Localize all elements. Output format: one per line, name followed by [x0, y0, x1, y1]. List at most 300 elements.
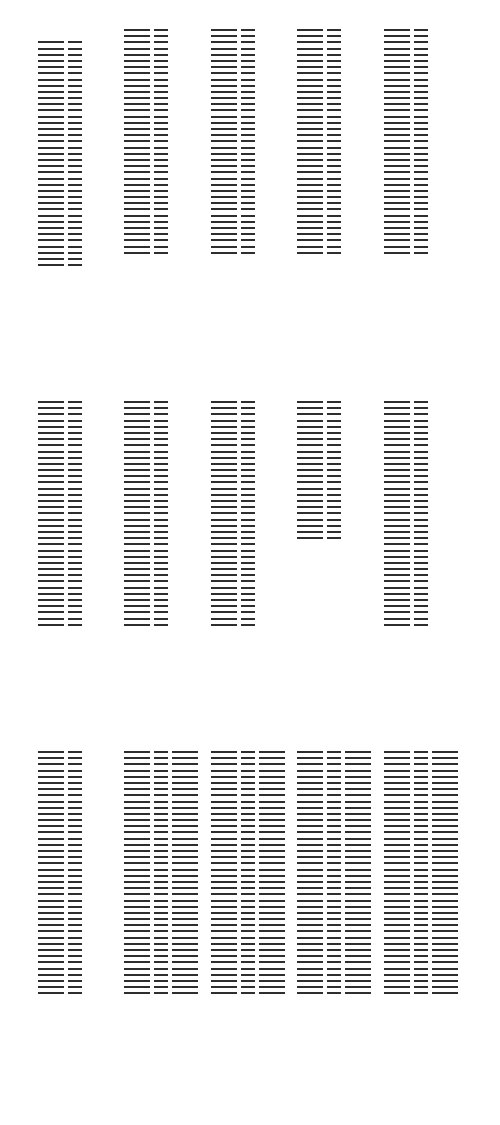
placeholder-name-bar [327, 401, 341, 403]
table-row [124, 487, 208, 491]
placeholder-name-bar [327, 426, 341, 428]
placeholder-id-bar [38, 208, 64, 210]
table-row [297, 189, 381, 193]
table-row [124, 911, 208, 915]
table-row [124, 425, 208, 429]
placeholder-name-bar [154, 519, 168, 521]
placeholder-id-bar [124, 893, 150, 895]
placeholder-id-bar [384, 178, 410, 180]
placeholder-id-bar [297, 825, 323, 827]
table-row [124, 936, 208, 940]
placeholder-name-bar [154, 900, 168, 902]
table-row [38, 861, 122, 865]
placeholder-name-bar [68, 246, 82, 248]
table-row [297, 456, 381, 460]
placeholder-id-bar [211, 869, 237, 871]
placeholder-name-bar [241, 512, 255, 514]
placeholder-name-bar [68, 757, 82, 759]
placeholder-name-bar [241, 481, 255, 483]
table-row [38, 400, 122, 404]
placeholder-name-bar [154, 782, 168, 784]
table-row [297, 53, 381, 57]
table-row [384, 756, 468, 760]
placeholder-id-bar [297, 48, 323, 50]
placeholder-name-bar [68, 233, 82, 235]
placeholder-name-bar [241, 519, 255, 521]
placeholder-id-bar [38, 937, 64, 939]
table-row [211, 991, 295, 995]
placeholder-name-bar [241, 869, 255, 871]
placeholder-id-bar [384, 850, 410, 852]
placeholder-name-bar [414, 807, 428, 809]
table-row [124, 406, 208, 410]
table-row [38, 899, 122, 903]
placeholder-phone-bar [259, 986, 285, 988]
placeholder-name-bar [241, 525, 255, 527]
table-row [211, 412, 295, 416]
table-row [124, 456, 208, 460]
table-row [297, 59, 381, 63]
placeholder-phone-bar [345, 751, 371, 753]
placeholder-id-bar [384, 134, 410, 136]
placeholder-id-bar [384, 550, 410, 552]
placeholder-name-bar [414, 233, 428, 235]
table-row [124, 812, 208, 816]
table-row [384, 818, 468, 822]
table-row [38, 177, 122, 181]
placeholder-id-bar [38, 512, 64, 514]
placeholder-id-bar [211, 451, 237, 453]
table-row [38, 750, 122, 754]
placeholder-id-bar [38, 992, 64, 994]
table-row [211, 468, 295, 472]
placeholder-id-bar [38, 413, 64, 415]
placeholder-phone-bar [259, 782, 285, 784]
placeholder-name-bar [414, 475, 428, 477]
placeholder-phone-bar [432, 757, 458, 759]
placeholder-id-bar [384, 986, 410, 988]
table-row [297, 158, 381, 162]
placeholder-id-bar [38, 850, 64, 852]
table-row [38, 818, 122, 822]
placeholder-id-bar [124, 457, 150, 459]
placeholder-name-bar [327, 850, 341, 852]
table-row [38, 226, 122, 230]
table-row [297, 195, 381, 199]
placeholder-id-bar [211, 900, 237, 902]
table-row [384, 493, 468, 497]
placeholder-id-bar [384, 770, 410, 772]
placeholder-name-bar [327, 512, 341, 514]
placeholder-name-bar [327, 103, 341, 105]
table-row [38, 251, 122, 255]
table-row [38, 195, 122, 199]
placeholder-name-bar [68, 850, 82, 852]
table-row [38, 880, 122, 884]
table-row [124, 960, 208, 964]
table-row [211, 781, 295, 785]
placeholder-id-bar [297, 887, 323, 889]
placeholder-name-bar [154, 531, 168, 533]
table-row [297, 170, 381, 174]
table-row [211, 555, 295, 559]
table-row [384, 524, 468, 528]
table-row [384, 499, 468, 503]
placeholder-id-bar [384, 807, 410, 809]
table-row [297, 412, 381, 416]
placeholder-name-bar [154, 463, 168, 465]
table-row [38, 480, 122, 484]
table-row [38, 536, 122, 540]
table-row [297, 34, 381, 38]
placeholder-id-bar [124, 801, 150, 803]
placeholder-id-bar [297, 512, 323, 514]
placeholder-id-bar [384, 512, 410, 514]
placeholder-id-bar [38, 178, 64, 180]
placeholder-id-bar [38, 831, 64, 833]
placeholder-id-bar [297, 134, 323, 136]
placeholder-name-bar [68, 202, 82, 204]
placeholder-name-bar [327, 97, 341, 99]
table-row [297, 781, 381, 785]
table-row [124, 443, 208, 447]
placeholder-phone-bar [345, 943, 371, 945]
placeholder-phone-bar [432, 862, 458, 864]
placeholder-id-bar [38, 543, 64, 545]
placeholder-phone-bar [172, 856, 198, 858]
placeholder-name-bar [241, 574, 255, 576]
placeholder-name-bar [327, 184, 341, 186]
table-row [124, 929, 208, 933]
table-row [211, 793, 295, 797]
placeholder-name-bar [68, 103, 82, 105]
placeholder-id-bar [211, 494, 237, 496]
placeholder-phone-bar [432, 943, 458, 945]
placeholder-name-bar [414, 856, 428, 858]
placeholder-name-bar [68, 587, 82, 589]
placeholder-name-bar [154, 862, 168, 864]
placeholder-phone-bar [259, 770, 285, 772]
table-row [38, 158, 122, 162]
table-row [384, 849, 468, 853]
placeholder-name-bar [414, 407, 428, 409]
placeholder-id-bar [297, 407, 323, 409]
table-row [384, 750, 468, 754]
placeholder-phone-bar [345, 801, 371, 803]
placeholder-name-bar [68, 519, 82, 521]
placeholder-phone-bar [432, 875, 458, 877]
placeholder-name-bar [68, 887, 82, 889]
table-row [297, 892, 381, 896]
placeholder-name-bar [154, 930, 168, 932]
table-row [211, 207, 295, 211]
placeholder-id-bar [124, 776, 150, 778]
placeholder-id-bar [384, 869, 410, 871]
placeholder-id-bar [124, 519, 150, 521]
table-row [211, 443, 295, 447]
table-row [124, 573, 208, 577]
placeholder-id-bar [38, 819, 64, 821]
table-row [211, 121, 295, 125]
placeholder-id-bar [297, 488, 323, 490]
placeholder-name-bar [327, 770, 341, 772]
table-row [124, 923, 208, 927]
placeholder-name-bar [68, 128, 82, 130]
placeholder-name-bar [414, 128, 428, 130]
placeholder-name-bar [241, 986, 255, 988]
table-row [124, 220, 208, 224]
placeholder-id-bar [384, 757, 410, 759]
placeholder-id-bar [384, 103, 410, 105]
placeholder-id-bar [124, 838, 150, 840]
table-row [211, 28, 295, 32]
placeholder-id-bar [384, 190, 410, 192]
placeholder-name-bar [414, 562, 428, 564]
placeholder-name-bar [68, 599, 82, 601]
page-1-column-4 [297, 28, 381, 358]
placeholder-name-bar [241, 35, 255, 37]
placeholder-id-bar [384, 918, 410, 920]
placeholder-name-bar [414, 239, 428, 241]
placeholder-name-bar [241, 407, 255, 409]
table-row [297, 115, 381, 119]
placeholder-name-bar [414, 556, 428, 558]
table-row [124, 567, 208, 571]
placeholder-name-bar [327, 776, 341, 778]
placeholder-id-bar [124, 85, 150, 87]
placeholder-id-bar [297, 862, 323, 864]
placeholder-name-bar [327, 122, 341, 124]
placeholder-name-bar [414, 432, 428, 434]
placeholder-id-bar [211, 599, 237, 601]
placeholder-name-bar [327, 924, 341, 926]
placeholder-id-bar [384, 475, 410, 477]
placeholder-id-bar [38, 463, 64, 465]
table-row [211, 880, 295, 884]
placeholder-name-bar [327, 457, 341, 459]
placeholder-id-bar [38, 618, 64, 620]
table-row [211, 579, 295, 583]
placeholder-name-bar [241, 587, 255, 589]
placeholder-phone-bar [259, 763, 285, 765]
placeholder-id-bar [124, 451, 150, 453]
table-row [124, 824, 208, 828]
placeholder-name-bar [154, 506, 168, 508]
placeholder-name-bar [68, 469, 82, 471]
placeholder-id-bar [124, 506, 150, 508]
placeholder-id-bar [297, 807, 323, 809]
table-row [297, 793, 381, 797]
placeholder-id-bar [124, 469, 150, 471]
placeholder-id-bar [211, 974, 237, 976]
placeholder-id-bar [384, 961, 410, 963]
placeholder-name-bar [414, 122, 428, 124]
placeholder-name-bar [327, 943, 341, 945]
table-row [124, 505, 208, 509]
placeholder-id-bar [384, 66, 410, 68]
placeholder-id-bar [297, 776, 323, 778]
table-row [297, 245, 381, 249]
placeholder-name-bar [68, 122, 82, 124]
placeholder-name-bar [414, 500, 428, 502]
placeholder-id-bar [124, 537, 150, 539]
placeholder-phone-bar [259, 850, 285, 852]
placeholder-name-bar [68, 624, 82, 626]
placeholder-name-bar [154, 233, 168, 235]
placeholder-name-bar [154, 481, 168, 483]
placeholder-id-bar [211, 968, 237, 970]
placeholder-id-bar [38, 140, 64, 142]
placeholder-name-bar [154, 221, 168, 223]
placeholder-id-bar [211, 208, 237, 210]
table-row [211, 139, 295, 143]
placeholder-id-bar [124, 980, 150, 982]
placeholder-id-bar [124, 401, 150, 403]
table-row [38, 214, 122, 218]
placeholder-phone-bar [259, 844, 285, 846]
placeholder-id-bar [384, 819, 410, 821]
table-row [38, 456, 122, 460]
placeholder-name-bar [414, 190, 428, 192]
placeholder-phone-bar [432, 776, 458, 778]
placeholder-id-bar [124, 147, 150, 149]
table-row [384, 549, 468, 553]
table-row [211, 499, 295, 503]
table-row [124, 830, 208, 834]
table-row [124, 793, 208, 797]
table-row [211, 133, 295, 137]
placeholder-name-bar [154, 550, 168, 552]
placeholder-id-bar [297, 475, 323, 477]
placeholder-id-bar [124, 968, 150, 970]
placeholder-phone-bar [432, 912, 458, 914]
table-row [384, 886, 468, 890]
placeholder-name-bar [241, 488, 255, 490]
placeholder-name-bar [68, 407, 82, 409]
table-row [384, 164, 468, 168]
placeholder-id-bar [38, 54, 64, 56]
placeholder-name-bar [68, 221, 82, 223]
placeholder-id-bar [297, 788, 323, 790]
placeholder-name-bar [414, 757, 428, 759]
table-row [124, 855, 208, 859]
placeholder-id-bar [384, 463, 410, 465]
placeholder-id-bar [384, 580, 410, 582]
table-row [211, 905, 295, 909]
table-row [384, 232, 468, 236]
placeholder-id-bar [38, 469, 64, 471]
placeholder-id-bar [211, 624, 237, 626]
placeholder-name-bar [241, 463, 255, 465]
placeholder-name-bar [154, 887, 168, 889]
placeholder-id-bar [211, 949, 237, 951]
placeholder-id-bar [124, 887, 150, 889]
table-row [297, 967, 381, 971]
table-row [211, 511, 295, 515]
table-row [124, 623, 208, 627]
placeholder-name-bar [327, 838, 341, 840]
placeholder-phone-bar [345, 869, 371, 871]
table-row [297, 899, 381, 903]
table-row [38, 573, 122, 577]
placeholder-id-bar [124, 60, 150, 62]
placeholder-id-bar [38, 949, 64, 951]
placeholder-id-bar [124, 463, 150, 465]
placeholder-id-bar [38, 550, 64, 552]
table-row [384, 47, 468, 51]
placeholder-name-bar [414, 949, 428, 951]
placeholder-phone-bar [345, 794, 371, 796]
placeholder-name-bar [327, 930, 341, 932]
table-row [211, 115, 295, 119]
placeholder-name-bar [327, 794, 341, 796]
placeholder-name-bar [68, 618, 82, 620]
placeholder-name-bar [414, 605, 428, 607]
table-row [297, 238, 381, 242]
table-row [38, 929, 122, 933]
table-row [124, 96, 208, 100]
placeholder-id-bar [124, 233, 150, 235]
placeholder-id-bar [211, 937, 237, 939]
table-row [211, 425, 295, 429]
placeholder-name-bar [154, 850, 168, 852]
placeholder-id-bar [384, 97, 410, 99]
placeholder-id-bar [38, 794, 64, 796]
placeholder-name-bar [154, 66, 168, 68]
placeholder-name-bar [414, 420, 428, 422]
placeholder-name-bar [414, 819, 428, 821]
table-row [124, 892, 208, 896]
table-row [211, 837, 295, 841]
placeholder-phone-bar [259, 794, 285, 796]
placeholder-id-bar [384, 794, 410, 796]
placeholder-name-bar [327, 451, 341, 453]
placeholder-name-bar [154, 875, 168, 877]
placeholder-phone-bar [172, 980, 198, 982]
placeholder-name-bar [68, 763, 82, 765]
placeholder-id-bar [297, 537, 323, 539]
placeholder-id-bar [297, 763, 323, 765]
table-row [384, 65, 468, 69]
placeholder-name-bar [68, 420, 82, 422]
placeholder-id-bar [297, 420, 323, 422]
table-row [384, 861, 468, 865]
table-row [211, 158, 295, 162]
placeholder-id-bar [297, 252, 323, 254]
placeholder-phone-bar [172, 763, 198, 765]
table-row [297, 868, 381, 872]
placeholder-phone-bar [432, 794, 458, 796]
placeholder-phone-bar [432, 918, 458, 920]
table-row [384, 812, 468, 816]
placeholder-id-bar [297, 838, 323, 840]
placeholder-name-bar [327, 819, 341, 821]
table-row [384, 923, 468, 927]
table-row [38, 245, 122, 249]
placeholder-phone-bar [172, 831, 198, 833]
placeholder-phone-bar [345, 930, 371, 932]
placeholder-id-bar [211, 618, 237, 620]
placeholder-name-bar [327, 500, 341, 502]
placeholder-id-bar [297, 463, 323, 465]
placeholder-name-bar [327, 29, 341, 31]
placeholder-id-bar [384, 825, 410, 827]
placeholder-name-bar [68, 451, 82, 453]
placeholder-id-bar [124, 580, 150, 582]
placeholder-name-bar [241, 974, 255, 976]
placeholder-phone-bar [432, 856, 458, 858]
placeholder-phone-bar [172, 924, 198, 926]
